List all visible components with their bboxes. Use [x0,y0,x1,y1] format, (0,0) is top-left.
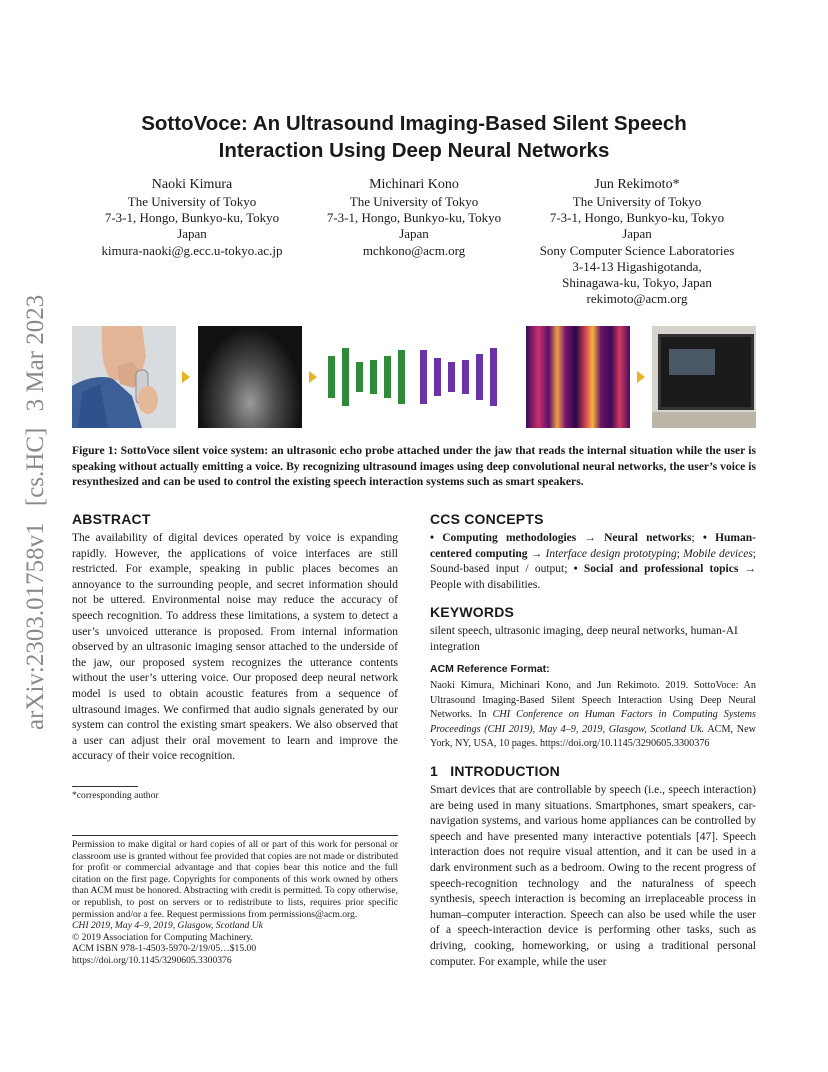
ultrasound-image [198,326,302,428]
author-affiliation: The University of Tokyo [349,194,479,209]
doi-link[interactable]: https://doi.org/10.1145/3290605.3300376 [72,954,232,966]
network-layer [328,356,335,398]
neural-network-diagram [324,326,520,428]
author-block-3 [527,176,747,307]
network-layer [370,360,377,394]
arrow-icon [637,371,645,383]
spectrogram-image [526,326,630,428]
title-line-2: Interaction Using Deep Neural Networks [218,139,610,162]
network-layer [462,360,469,394]
network-layer [476,354,483,400]
introduction-text: Smart devices that are controllable by speech (i.e., speech interaction) are being used in many situations. Smartphones, smart speakers, car-navigation systems, and various home appliances can be controlled by speech and have presented many interactive potentials [47]. Speech interaction does not require visual attention, and it can be used in a dark environment such as a bedroom. Owing to the recent progress of speech-recognition technology and the naturalness of speech synthesis, speech interaction is becoming an irreplaceable process in human–computer interaction. Speech can also be used while the user of a speech-interaction device is performing other tasks, such as driving, cooking, homeworking, or using a traditional personal computer. For example, while the user [430,784,756,968]
arxiv-category: [cs.HC] [22,427,49,507]
network-layer [356,362,363,392]
footnote-rule [72,786,138,787]
reference-heading: ACM Reference Format: [430,663,550,675]
network-layer [420,350,427,404]
author-address-2: 3-14-13 Higashigotanda, [572,258,702,274]
ccs-sub-3: Mobile devices [683,547,753,560]
network-layer [384,356,391,398]
author-address: 7-3-1, Hongo, Bunkyo-ku, Tokyo [326,210,502,226]
arxiv-date: 3 Mar 2023 [22,294,49,412]
author-block-1 [82,176,302,259]
title-line-1: SottoVoce: An Ultrasound Imaging-Based Silent Speech [141,112,687,135]
paper-title [80,110,748,164]
reference-venue: CHI Conference on Human Factors in Computing Systems Proceedings (CHI 2019), May 4–9, 2019, Glasgow, Scotland Uk. [430,709,756,735]
ccs-heading: CCS CONCEPTS [430,511,544,527]
copyright-line: © 2019 Association for Computing Machinery. [72,931,253,943]
network-layer [490,348,497,406]
introduction-heading: 1 INTRODUCTION [430,763,560,779]
network-layer [398,350,405,404]
smart-speaker-screen [658,334,754,410]
author-name: Naoki Kimura [151,177,233,192]
table-surface [652,412,756,428]
arrow-icon [182,371,190,383]
permission-block [72,839,398,967]
screen-content [669,349,715,375]
user-with-probe-illustration [72,326,176,428]
arxiv-stamp [16,290,56,730]
arrow-icon [309,371,317,383]
author-email[interactable]: rekimoto@acm.org [586,291,688,307]
ccs-concept-2: • Human-centered computing [430,532,756,560]
author-address-3: Shinagawa-ku, Tokyo, Japan [562,275,712,291]
author-country: Japan [177,226,207,242]
ccs-sub-2: Interface design prototyping [545,547,677,560]
permission-rule [72,835,398,836]
abstract-heading: ABSTRACT [72,511,151,527]
author-affiliation: The University of Tokyo [572,194,702,209]
ccs-concept-1: • Computing methodologies → Neural networks [430,532,692,544]
author-email[interactable]: mchkono@acm.org [362,242,466,258]
author-block-2 [304,176,524,259]
network-layer [342,348,349,406]
author-name: Michinari Kono [369,177,459,192]
network-layer [434,358,441,396]
permission-text: Permission to make digital or hard copies of all or part of this work for personal or classroom use is granted without fee provided that copies are not made or distributed for profit or commercial advantage and that copies bear this notice and the full citation on the first page. Copyrights for components of this work owned by others than ACM must be honored. Abstracting with credit is permitted. To copy otherwise, or republish, to post on servers or to redistribute to lists, requires prior specific permission and/or a fee. Request permissions from permissions@acm.org. [72,839,398,920]
smart-speaker-photo [652,326,756,428]
ccs-concept-4: • Social and professional topics [573,563,739,576]
author-address: 7-3-1, Hongo, Bunkyo-ku, Tokyo [549,210,725,226]
author-affiliation-2: Sony Computer Science Laboratories [539,242,735,258]
ccs-text: • Computing methodologies → Neural networks; • Human-centered computing → Interface design prototyping; Mobile devices; Sound-based input / output; • Social and professional topics → People with disabilities. [430,532,757,591]
author-email[interactable]: kimura-naoki@g.ecc.u-tokyo.ac.jp [101,242,283,258]
author-address: 7-3-1, Hongo, Bunkyo-ku, Tokyo [104,210,280,226]
isbn-line: ACM ISBN 978-1-4503-5970-2/19/05…$15.00 [72,943,257,955]
user-photo [72,326,176,428]
figure-caption: Figure 1: SottoVoce silent voice system: an ultrasonic echo probe attached under the jaw that reads the internal situation while the user is speaking without actually emitting a voice. By recognizing ultrasound images using deep convolutional neural networks, the user’s voice is resynthesized and can be used to control the existing speech interaction systems such as smart speakers. [72,444,756,488]
venue-line: CHI 2019, May 4–9, 2019, Glasgow, Scotland Uk [72,920,263,932]
author-country: Japan [622,226,652,242]
footnote-text: *corresponding author [72,790,159,801]
reference-text: Naoki Kimura, Michinari Kono, and Jun Rekimoto. 2019. SottoVoce: An Ultrasound Imaging-Based Silent Speech Interaction Using Deep Neural Networks. In CHI Conference on Human Factors in Computing Systems Proceedings (CHI 2019), May 4–9, 2019, Glasgow, Scotland Uk. ACM, New York, NY, USA, 10 pages. https://doi.org/10.1145/3290605.3300376 [430,680,756,750]
keywords-heading: KEYWORDS [430,604,515,620]
author-affiliation: The University of Tokyo [127,194,257,209]
author-country: Japan [399,226,429,242]
author-name: Jun Rekimoto* [594,177,680,192]
abstract-text: The availability of digital devices operated by voice is expanding rapidly. However, the applications of voice interfaces are still restricted. For example, speaking in public places becomes an annoyance to the surrounding people, and secret information should not be uttered. Environmental noise may reduce the accuracy of speech recognition. To address these limitations, a system to detect a user’s unvoiced utterance is proposed. From internal information observed by an ultrasonic imaging sensor attached to the underside of the jaw, our proposed system recognizes the utterance contents without the user’s uttering voice. Our proposed deep neural network model is used to obtain acoustic features from a sequence of ultrasound images. We confirmed that audio signals generated by our system can control the existing smart speakers. We also observed that a user can adjust their oral movement to learn and improve the accuracy of their voice recognition. [72,532,398,763]
keywords-text: silent speech, ultrasonic imaging, deep neural networks, human-AI integration [430,625,738,653]
arxiv-id: arXiv:2303.01758v1 [22,522,49,730]
network-layer [448,362,455,392]
